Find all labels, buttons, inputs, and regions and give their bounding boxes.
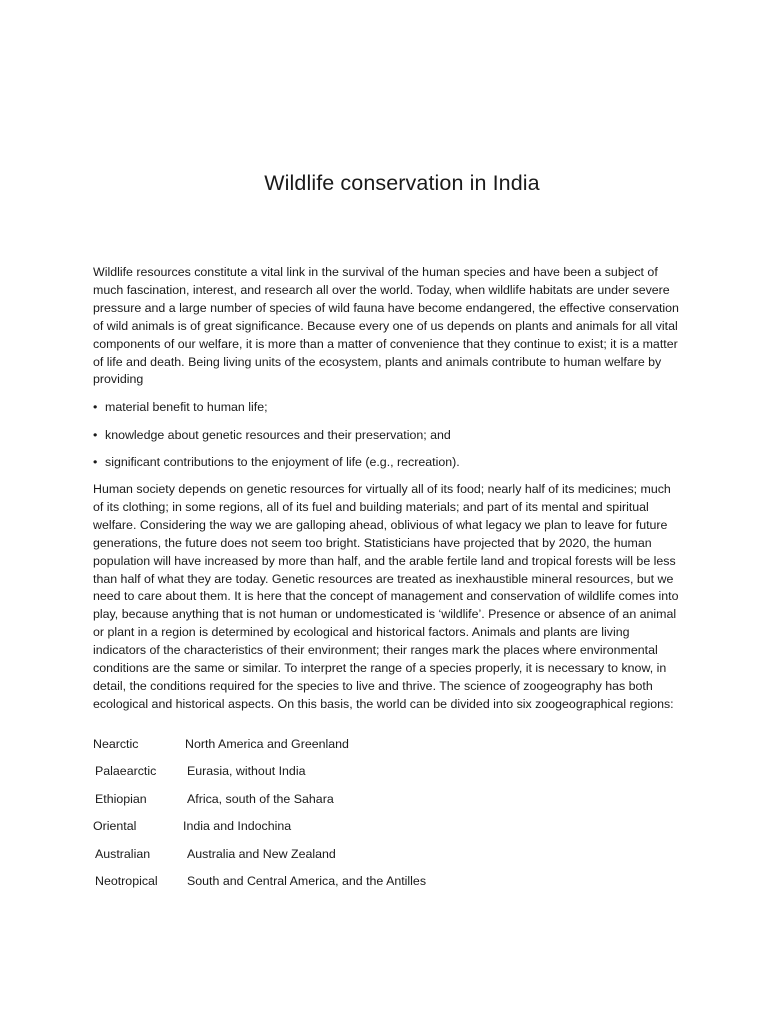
region-name: Australian <box>95 846 151 861</box>
paragraph-intro: Wildlife resources constitute a vital link in the survival of the human species and have been a subject of much fascination, interest, and research all over the world. Today, when wildlife habitats are under severe pressure and a large number of species of wild fauna have become endangered, the effective conservation of wild animals is of great significance. Because every one of us depends on plants and animals for all vital components of our welfare, it is more than a matter of convenience that they continue to exist; it is a matter of life and death. Being living units of the ecosystem, plants and animals contribute to human welfare by providing <box>93 265 679 387</box>
list-item <box>93 454 460 482</box>
benefits-list <box>93 399 460 482</box>
region-description: Eurasia, without India <box>187 764 306 779</box>
region-description: Australia and New Zealand <box>187 846 336 861</box>
bullet-icon: • <box>93 400 98 414</box>
page-title: Wildlife conservation in India <box>264 171 540 195</box>
region-row <box>93 736 426 763</box>
region-name: Palaearctic <box>95 764 157 779</box>
bullet-icon: • <box>93 455 98 470</box>
region-description: Africa, south of the Sahara <box>187 791 334 806</box>
list-item-text: material benefit to human life; <box>105 400 268 414</box>
region-name: Ethiopian <box>95 791 147 806</box>
bullet-icon: • <box>93 427 98 442</box>
list-item <box>93 427 460 455</box>
region-name: Nearctic <box>93 737 139 751</box>
region-row <box>93 791 426 818</box>
region-name: Oriental <box>93 819 137 834</box>
region-row <box>93 763 426 790</box>
list-item <box>93 399 460 427</box>
list-item-text: significant contributions to the enjoyment of life (e.g., recreation). <box>105 455 460 470</box>
zoogeographical-regions-list <box>93 736 426 900</box>
region-row <box>93 818 426 845</box>
region-row <box>93 846 426 873</box>
region-description: India and Indochina <box>183 819 292 834</box>
region-name: Neotropical <box>95 873 158 888</box>
region-row <box>93 873 426 900</box>
region-description: North America and Greenland <box>185 737 349 751</box>
list-item-text: knowledge about genetic resources and their preservation; and <box>105 427 451 442</box>
region-description: South and Central America, and the Antilles <box>187 873 427 888</box>
paragraph-genetic-resources: Human society depends on genetic resources for virtually all of its food; nearly half of its medicines; much of its clothing; in some regions, all of its fuel and building materials; and part of its mental and spiritual welfare. Considering the way we are galloping ahead, oblivious of what legacy we plan to leave for future generations, the future does not seem too bright. Statisticians have projected that by 2020, the human population will have increased by more than half, and the arable fertile land and tropical forests will be less than half of what they are today. Genetic resources are treated as inexhaustible mineral resources, but we need to care about them. It is here that the concept of management and conservation of wildlife comes into play, because anything that is not human or undomesticated is ‘wildlife’. Presence or absence of an animal or plant in a region is determined by ecological and historical factors. Animals and plants are living indicators of the characteristics of their environment; their ranges mark the places where environmental conditions are the same or similar. To interpret the range of a species properly, it is necessary to know, in detail, the conditions required for the species to live and thrive. The science of zoogeography has both ecological and historical aspects. On this basis, the world can be divided into six zoogeographical regions: <box>93 482 679 711</box>
